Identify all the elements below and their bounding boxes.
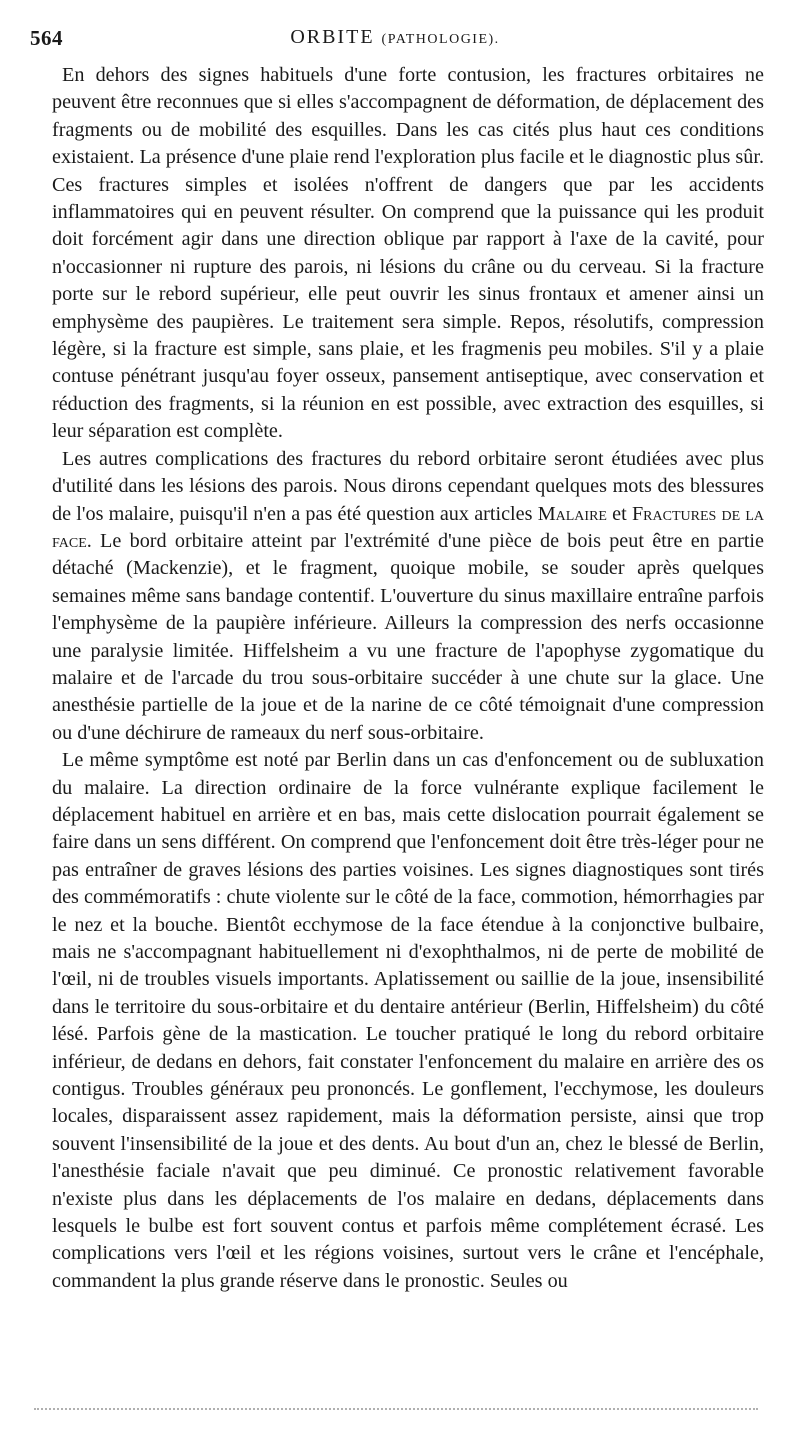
body-text: [52, 62, 764, 1295]
running-head: [30, 26, 760, 49]
cross-reference-fractures-face: Fractures de la face: [52, 502, 765, 552]
paragraph-2-text-c: . Le bord orbitaire atteint par l'extrémité d'une pièce de bois peut être en partie détaché (Mackenzie), et le fragment, quoique mobile, se souder après quelques semaines même sans bandage contentif. L'ouverture du sinus maxillaire entraîne parfois l'emphysème de la paupière inférieure. Ailleurs la compression des nerfs occasionne une paralysie limitée. Hiffelsheim a vu une fracture de l'apophyse zygomatique du malaire et de l'arcade du trou sous-orbitaire succéder à une chute sur la glace. Une anesthésie partielle de la joue et de la narine de ce côté témoignait d'une compression ou d'une déchirure de rameaux du nerf sous-orbitaire.: [52, 529, 764, 744]
cross-reference-malaire: Malaire: [537, 502, 607, 525]
page-header: [30, 26, 760, 56]
paragraph-3: Le même symptôme est noté par Berlin dans un cas d'enfoncement ou de subluxation du malaire. La direction ordinaire de la force vulnérante explique facilement le déplacement habituel en arrière et en bas, mais cette dislocation pourrait également se faire dans un sens différent. On comprend que l'enfoncement doit être très-léger pour ne pas entraîner de graves lésions des parties voisines. Les signes diagnostiques sont tirés des commémoratifs : chute violente sur le côté de la face, commotion, hémorrhagies par le nez et la bouche. Bientôt ecchymose de la face étendue à la conjonctive bulbaire, mais ne s'accompagnant habituellement ni d'exophthalmos, ni de perte de mobilité de l'œil, ni de troubles visuels importants. Aplatissement ou saillie de la joue, insensibilité dans le territoire du sous-orbitaire et du dentaire antérieur (Berlin, Hiffelsheim) du côté lésé. Parfois gène de la mastication. Le toucher pratiqué le long du rebord orbitaire inférieur, de dedans en dehors, fait constater l'enfoncement du malaire en arrière des os contigus. Troubles généraux peu prononcés. Le gonflement, l'ecchymose, les douleurs locales, disparaissent assez rapidement, mais la déformation persiste, ainsi que trop souvent l'insensibilité de la joue et des dents. Au bout d'un an, chez le blessé de Berlin, l'anesthésie faciale n'avait que peu diminué. Ce pronostic relativement favorable n'existe plus dans les déplacements de l'os malaire en dedans, déplacements dans lesquels le bulbe est fort souvent contus et parfois même complétement écrasé. Les complications vers l'œil et les régions voisines, surtout vers le crâne et l'encéphale, commandent la plus grande réserve dans le pronostic. Seules ou: [52, 749, 764, 1292]
running-head-subtitle: (PATHOLOGIE).: [381, 32, 500, 47]
footer-rule: [34, 1408, 758, 1410]
paragraph-2-text-a: Les autres complications des fractures du rebord orbitaire seront étudiées avec plus d'utilité dans les lésions des parois. Nous dirons cependant quelques mots des blessures de l'os malaire, puisqu'il n'en a pas été question aux articles: [52, 447, 764, 525]
running-head-title: ORBITE: [290, 26, 375, 48]
paragraph-2-text-b: et: [606, 502, 632, 525]
page-number: 564: [30, 26, 63, 50]
paragraph-1: En dehors des signes habituels d'une forte contusion, les fractures orbitaires ne peuvent être reconnues que si elles s'accompagnent de déformation, de déplacement des fragments ou de mobilité des esquilles. Dans les cas cités plus haut ces conditions existaient. La présence d'une plaie rend l'exploration plus facile et le diagnostic plus sûr. Ces fractures simples et isolées n'offrent de dangers que par les accidents inflammatoires qui en peuvent résulter. On comprend que la puissance qui les produit doit forcément agir dans une direction oblique par rapport à l'axe de la cavité, pour n'occasionner ni rupture des parois, ni lésions du crâne ou du cerveau. Si la fracture porte sur le rebord supérieur, elle peut ouvrir les sinus frontaux et amener ainsi un emphysème des paupières. Le traitement sera simple. Repos, résolutifs, compression légère, si la fracture est simple, sans plaie, et les fragmenis peu mobiles. S'il y a plaie contuse pénétrant jusqu'au foyer osseux, pansement antiseptique, avec conservation et réduction des fragments, si la réunion en est possible, avec extraction des esquilles, si leur séparation est complète.: [52, 64, 764, 443]
paragraph-2: [52, 446, 764, 747]
